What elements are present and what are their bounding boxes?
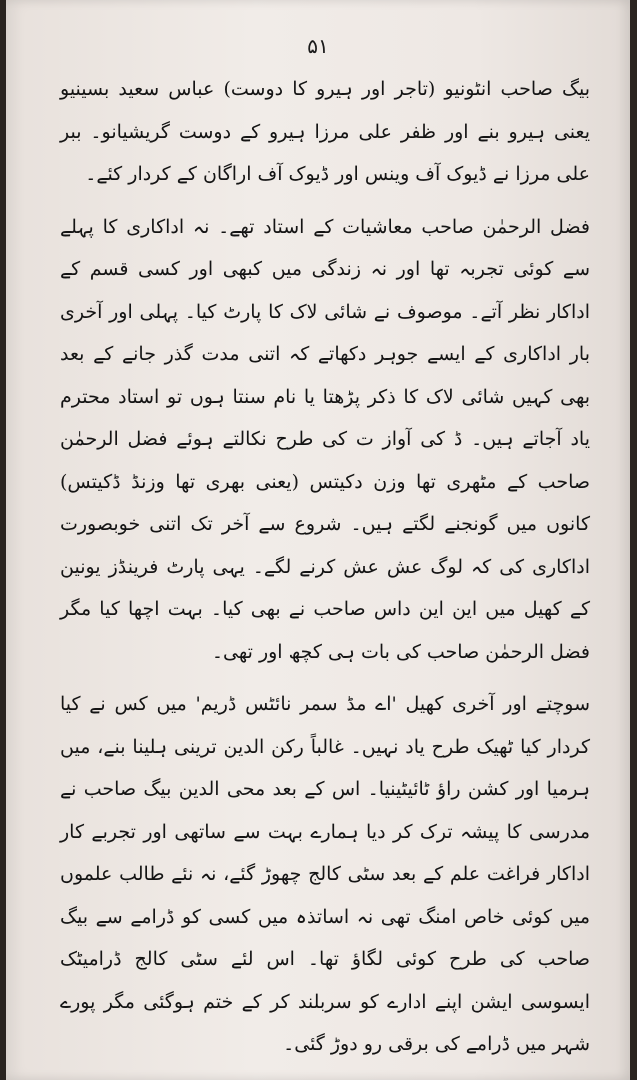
page-body (60, 68, 590, 1066)
paragraph: فضل الرحمٰن صاحب معاشیات کے استاد تھے۔ نہ اداکاری کا پہلے سے کوئی تجربہ تھا اور نہ زندگی میں کبھی اور کسی قسم کے اداکار نظر آتے۔ موصوف نے شائی لاک کا پارٹ کیا۔ پہلی اور آخری بار اداکاری کے ایسے جوہر دکھاتے کہ اتنی مدت گذر جانے کے بعد بھی کہیں شائی لاک کا ذکر پڑھتا یا نام سنتا ہوں تو استاد محترم یاد آجاتے ہیں۔ ڈ کی آواز ت کی طرح نکالتے ہوئے فضل الرحمٰن صاحب کے مٹھری تھا وزن دکیتس (یعنی بھری تھا وزنڈ ڈکیتس) کانوں میں گونجنے لگتے ہیں۔ شروع سے آخر تک اتنی خوبصورت اداکاری کی کہ لوگ عش عش کرنے لگے۔ یہی پارٹ فرینڈز یونین کے کھیل میں این این داس صاحب نے بھی کیا۔ بہت اچھا کیا مگر فضل الرحمٰن صاحب کی بات ہی کچھ اور تھی۔ (60, 215, 590, 663)
page-number: ۵۱ (307, 34, 329, 58)
book-page (6, 0, 630, 1080)
paragraph: بیگ صاحب انٹونیو (تاجر اور ہیرو کا دوست) عباس سعید بسینیو یعنی ہیرو بنے اور ظفر علی مرزا ہیرو کے دوست گریشیانو۔ ببر علی مرزا نے ڈیوک آف وینس اور ڈیوک آف اراگان کے کردار کئے۔ (60, 78, 590, 185)
paragraph: سوچتے اور آخری کھیل 'اے مڈ سمر نائٹس ڈریم' میں کس نے کیا کردار کیا ٹھیک طرح یاد نہیں۔ غالباً رکن الدین ترینی ہلینا بنے، میں ہرمیا اور کشن راؤ ٹائیٹینیا۔ اس کے بعد محی الدین بیگ صاحب نے مدرسی کا پیشہ ترک کر دیا ہمارے بہت سے ساتھی اور تجربے کار اداکار فراغت علم کے بعد سٹی کالج چھوڑ گئے، نہ نئے طالب علموں میں کوئی خاص امنگ تھی نہ اساتذہ میں کسی کو ڈرامے سے بیگ صاحب کی طرح کوئی لگاؤ تھا۔ اس لئے سٹی کالج ڈرامیٹک ایسوسی ایشن اپنے ادارے کو سربلند کر کے ختم ہوگئی مگر پورے شہر میں ڈرامے کی برقی رو دوڑ گئی۔ (60, 693, 590, 1055)
